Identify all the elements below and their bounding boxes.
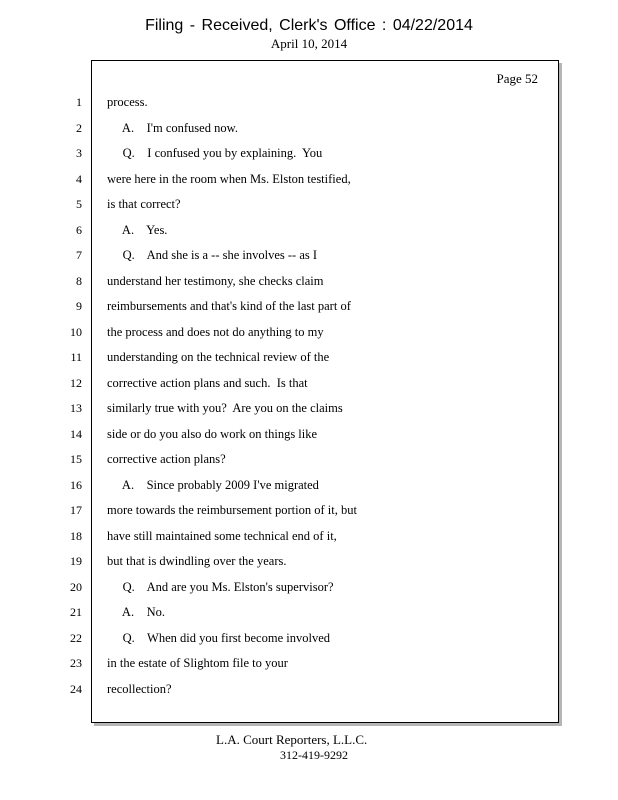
deposition-date: April 10, 2014 [270,36,348,51]
line-number: 4 [76,171,82,186]
transcript-line: similarly true with you? Are you on the claims [107,401,343,415]
transcript-line: recollection? [107,681,172,696]
line-number: 22 [70,630,82,645]
transcript-line: in the estate of Slightom file to your [107,656,288,670]
transcript-line: Q. And are you Ms. Elston's supervisor? [107,579,334,594]
line-number: 8 [76,273,82,288]
line-number: 16 [70,477,82,492]
line-number: 20 [70,579,82,594]
transcript-line: process. [107,95,148,109]
line-number: 24 [70,681,82,696]
transcript-line: understand her testimony, she checks claim [107,273,324,288]
line-number: 9 [76,299,82,313]
transcript-line: were here in the room when Ms. Elston testified, [107,171,351,186]
filing-stamp: Filing - Received, Clerk's Office : 04/22/2014 [145,17,473,34]
transcript-line: the process and does not do anything to my [107,324,324,339]
line-number: 12 [70,375,82,390]
line-number: 7 [76,248,82,262]
court-reporter-phone: 312-419-9292 [280,748,348,762]
line-number: 14 [70,426,82,441]
transcript-line: reimbursements and that's kind of the last part of [107,299,351,313]
transcript-line: have still maintained some technical end of it, [107,528,337,543]
line-number: 5 [76,197,82,211]
transcript-line: A. Since probably 2009 I've migrated [107,477,319,492]
line-number: 13 [70,401,82,415]
line-number: 11 [70,350,82,364]
line-number: 18 [70,528,82,543]
transcript-line: A. I'm confused now. [107,120,238,135]
transcript-line: Q. I confused you by explaining. You [107,146,323,160]
court-reporter-name: L.A. Court Reporters, L.L.C. [216,732,368,747]
transcript-text [107,95,407,707]
transcript-line: Q. And she is a -- she involves -- as I [107,248,318,262]
transcript-line: corrective action plans? [107,452,226,466]
line-number: 23 [70,656,82,670]
line-number: 19 [70,554,82,568]
transcript-line: side or do you also do work on things like [107,426,318,441]
transcript-line: corrective action plans and such. Is that [107,375,308,390]
line-number: 1 [76,95,82,109]
line-number-column [0,95,82,707]
line-number: 6 [76,222,82,237]
line-number: 21 [70,605,82,619]
transcript-line: more towards the reimbursement portion of it, but [107,503,357,517]
transcript-line: Q. When did you first become involved [107,630,330,645]
transcript-line: is that correct? [107,197,181,211]
page-number: Page 52 [496,71,538,86]
line-number: 10 [70,324,82,339]
line-number: 3 [76,146,82,160]
transcript-line: A. Yes. [107,222,168,237]
transcript-line: understanding on the technical review of the [107,350,330,364]
line-number: 15 [70,452,82,466]
transcript-line: but that is dwindling over the years. [107,554,287,568]
line-number: 17 [70,503,82,517]
transcript-line: A. No. [107,605,165,619]
line-number: 2 [76,120,82,135]
